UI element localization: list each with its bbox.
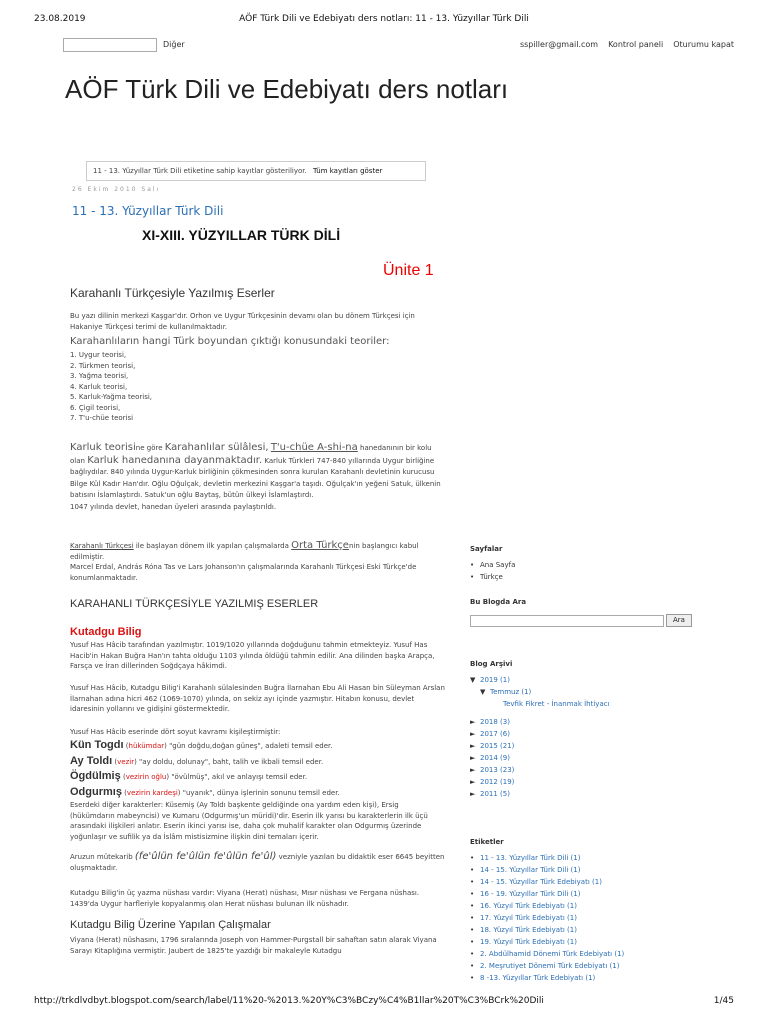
char-role: vezir (117, 757, 135, 766)
section-heading-2: KARAHANLI TÜRKÇESİYLE YAZILMIŞ ESERLER (70, 598, 319, 610)
kutadgu-paragraph-6: Viyana (Herat) nüshasını, 1796 sıralarında Joseph von Hammer-Purgstall bir sahaftan satın alarak Viyana Sarayı Kitaplığına vermiştir. Jaubert de 1825'te yazdığı bir makaleyle Kutadgu (70, 936, 437, 955)
label-item[interactable]: • 16. Yüzyıl Türk Edebiyatı (1) (470, 902, 577, 910)
archive-link[interactable]: Temmuz (1) (490, 688, 532, 696)
print-url: http://trkdlvdbyt.blogspot.com/search/label/11%20-%2013.%20Y%C3%BCzy%C4%B1llar%20T%C3%BCrk%20Dili (34, 996, 544, 1006)
unit-heading: Ünite 1 (383, 262, 434, 279)
text-span: Karluk hanedanına dayanmaktadır. (87, 454, 263, 466)
archive-year[interactable]: ► 2011 (5) (470, 790, 510, 798)
more-link[interactable]: Diğer (163, 40, 185, 49)
kutadgu-paragraph-4: Eserdeki diğer karakterler: Küsemiş (Ay Toldı başkente geldiğinde ona yardım eden kişi), Ersig (hükümdarın mabeyncisi) ve Kumaru (Odgurmış'un müridi)'dir. Eserin ilk yarısı bu karakterlerin ilk üçü arasındaki ilişkileri anlatır. Eserin ikinci yarısı ise, daha çok muhalif karakter olan Odgurmış üzerinde yoğunlaşır ve sufilik ya da İslâm mistisizmine ilişkin dini temaları içerir. (70, 801, 428, 841)
char-desc: "ay doldu, dolunay", baht, talih ve ikbali temsil eder. (136, 757, 324, 766)
char-desc: "uyanık", dünya işlerinin sonunu temsil eder. (180, 788, 340, 797)
archive-month[interactable]: ▼ Temmuz (1) (480, 688, 532, 696)
label-link[interactable]: 19. Yüzyıl Türk Edebiyatı (1) (480, 938, 577, 946)
archive-link[interactable]: 2013 (23) (480, 766, 515, 774)
archive-year[interactable]: ► 2014 (9) (470, 754, 510, 762)
archive-link[interactable]: 2019 (1) (480, 676, 510, 684)
kutadgu-paragraph-3: Yusuf Has Hâcib eserinde dört soyut kavramı kişileştirmiştir: (70, 728, 281, 736)
label-link[interactable]: 14 - 15. Yüzyıllar Türk Dili (1) (480, 866, 581, 874)
sidebar-item-home[interactable]: • Ana Sayfa (470, 561, 516, 569)
list-item: 4. Karluk teorisi, (70, 382, 128, 391)
archive-year[interactable]: ► 2012 (19) (470, 778, 515, 786)
kutadgu-heading: Kutadgu Bilig (70, 626, 142, 638)
list-item: 2. Türkmen teorisi, (70, 361, 136, 370)
labels-title: Etiketler (470, 838, 504, 846)
pages-title: Sayfalar (470, 545, 503, 553)
archive-year[interactable]: ► 2013 (23) (470, 766, 515, 774)
archive-year[interactable]: ► 2015 (21) (470, 742, 515, 750)
list-item: 1. Uygur teorisi, (70, 351, 127, 359)
text-span: nin başlangıcı kabul edilmiştir. (70, 542, 419, 561)
kutadgu-paragraph-5: Kutadgu Bilig'in üç yazma nüshası vardır: Viyana (Herat) nüshası, Mısır nüshası ve Fergana nüshası. 1439'da Uygur harfleriyle kopyalanmış olan Herat nüshası bulunan ilk nüshadır. (70, 889, 420, 908)
karluk-paragraph (70, 442, 445, 513)
archive-link[interactable]: 2017 (6) (480, 730, 510, 738)
archive-title: Blog Arşivi (470, 660, 513, 668)
post-heading: XI-XIII. YÜZYILLAR TÜRK DİLİ (142, 227, 341, 243)
label-item[interactable]: • 16 - 19. Yüzyıllar Türk Dili (1) (470, 890, 581, 898)
text-span: 1047 yılında devlet, hanedan üyeleri arasında paylaştırıldı. (70, 502, 277, 511)
blog-archive (470, 660, 720, 800)
list-item: 5. Karluk-Yağma teorisi, (70, 393, 153, 401)
archive-link[interactable]: 2015 (21) (480, 742, 515, 750)
label-item[interactable]: • 11 - 13. Yüzyıllar Türk Dili (1) (470, 854, 581, 862)
char-name: Odgurmış (70, 785, 122, 798)
text-span: Marcel Erdal, András Róna Tas ve Lars Johanson'ın çalışmalarında Karahanlı Türkçesi Eski Türkçe'de konumlanmaktadır. (70, 563, 417, 582)
tuchue-link[interactable]: T'u-chüe A-shi-na (270, 442, 358, 453)
text-span: Aruzun mütekarib (70, 853, 135, 861)
theories-list (70, 350, 152, 424)
karahanli-link[interactable]: Karahanlı Türkçesi (70, 542, 134, 550)
post-date: 26 Ekim 2010 Salı (72, 186, 161, 193)
text-span: ne göre (135, 444, 165, 452)
text-span: Karluk Türkleri 747-840 yıllarında Uygur birliğine bağlıydılar. 840 yılında Uygur-Karluk birliğinin çökmesinden sonra kurulan Karahanlı devletinin kurucusu Bilge Kül Kadır Han'dır. Oğlu Oğulçak, devletin merkezini Kaşgar'a taşıdı. Oğulçak'ın yeğeni Satuk, ülkenin batısını İslamlaştırdı. Satuk'un oğlu Baytaş, bütün ülkeyi İslamlaştırdı. (70, 456, 441, 499)
label-link[interactable]: 16 - 19. Yüzyıllar Türk Dili (1) (480, 890, 581, 898)
orta-turkce-paragraph (70, 541, 445, 583)
label-notice (86, 161, 426, 181)
list-item: Ögdülmiş (vezirin oğlu) "övülmüş", akıl ve anlayışı temsil eder. (70, 770, 308, 782)
char-role: vezirin kardeşi (126, 788, 178, 797)
archive-link[interactable]: 2014 (9) (480, 754, 510, 762)
sidebar-labels (470, 838, 720, 984)
section-heading: Karahanlı Türkçesiyle Yazılmış Eserler (70, 286, 275, 300)
archive-post[interactable] (470, 698, 720, 710)
char-name: Kün Togdı (70, 739, 124, 751)
list-item: Kün Togdı (hükümdar) "gün doğdu,doğan güneş", adaleti temsil eder. (70, 739, 333, 751)
label-link[interactable]: 2. Meşrutiyet Dönemi Türk Edebiyatı (1) (480, 962, 620, 970)
label-link[interactable]: 14 - 15. Yüzyıllar Türk Edebiyatı (1) (480, 878, 602, 886)
archive-year[interactable]: ► 2017 (6) (470, 730, 510, 738)
archive-link[interactable]: 2011 (5) (480, 790, 510, 798)
print-page-number: 1/45 (713, 996, 734, 1006)
list-item: 3. Yağma teorisi, (70, 372, 129, 380)
label-item[interactable]: • 14 - 15. Yüzyıllar Türk Dili (1) (470, 866, 581, 874)
kutadgu-paragraph-1: Yusuf Has Hâcib tarafından yazılmıştır. 1019/1020 yıllarında doğduğunu tahmin etmekteyiz. Yusuf Has Hacib'in Hakan Buğra Han'ın tahta olduğu 1103 yılında öldüğü tahmin edilir. Ana dilinden başka Arapça, Farsça ve İran dillerinden Soğdçaya hâkimdi. (70, 641, 435, 670)
label-link[interactable]: 2. Abdülhamid Dönemi Türk Edebiyatı (1) (480, 950, 625, 958)
archive-link[interactable]: 2012 (19) (480, 778, 515, 786)
karluk-term: Karluk teorisi (70, 442, 136, 453)
char-role: vezirin oğlu (125, 773, 167, 781)
text-span: ile başlayan dönem ilk yapılan çalışmalarda (133, 542, 292, 550)
char-name: Ögdülmiş (70, 770, 121, 782)
text-span: vezniyle yazılan bu didaktik eser 6645 beyitten oluşmaktadır. (70, 853, 445, 872)
archive-link[interactable]: Tevfik Fikret - İnanmak İhtiyacı (503, 700, 610, 708)
dashboard-link[interactable]: Kontrol paneli (608, 40, 664, 49)
sidebar-pages (470, 545, 720, 583)
label-link[interactable]: 8 -13. Yüzyıllar Türk Edebiyatı (1) (480, 974, 596, 982)
kutadgu-paragraph-2: Yusuf Has Hâcib, Kutadgu Bilig'i Karahanlı sülalesinden Buğra İlarnahan Ebu Ali Hasan bin Süleyman Arslan İlarnahan adına hicri 462 (1069-1070) yılında, on sekiz ayı içinde yazmıştır. Hitabın konusu, devlet idaresinin yollarını ve gidişini göstermektedir. (70, 684, 445, 713)
blogger-navbar (60, 36, 736, 54)
label-item[interactable]: • 18. Yüzyıl Türk Edebiyatı (1) (470, 926, 577, 934)
search-title: Bu Blogda Ara (470, 598, 527, 606)
print-title: AÖF Türk Dili ve Edebiyatı ders notları: 11 - 13. Yüzyıllar Türk Dili (239, 14, 529, 24)
orta-turkce-link[interactable]: Orta Türkçe (291, 540, 349, 551)
list-item: Odgurmış (vezirin kardeşi) "uyanık", dünya işlerinin sonunu temsil eder. (70, 785, 340, 798)
navbar-search-input[interactable] (63, 38, 157, 52)
list-item: Ay Toldı (vezir) "ay doldu, dolunay", baht, talih ve ikbali temsil eder. (70, 754, 324, 767)
text-span: Karahanlılar sülâlesi, (164, 442, 269, 453)
characters-list (70, 738, 445, 800)
char-desc: "övülmüş", akıl ve anlayışı temsil eder. (169, 773, 308, 781)
label-item[interactable]: • 17. Yüzyıl Türk Edebiyatı (1) (470, 914, 577, 922)
sidebar-search (470, 598, 720, 624)
char-name: Ay Toldı (70, 754, 113, 767)
label-item[interactable]: • 2. Abdülhamid Dönemi Türk Edebiyatı (1) (470, 950, 625, 958)
print-date: 23.08.2019 (34, 14, 86, 24)
user-email: sspiller@gmail.com (519, 40, 599, 49)
label-item[interactable]: • 2. Meşrutiyet Dönemi Türk Edebiyatı (1) (470, 962, 620, 970)
char-desc: "gün doğdu,doğan güneş", adaleti temsil eder. (166, 742, 333, 750)
text-span: hanedanının bir kolu olan (70, 444, 432, 465)
archive-link[interactable]: 2018 (3) (480, 718, 510, 726)
label-link[interactable]: 18. Yüzyıl Türk Edebiyatı (1) (480, 926, 577, 934)
label-item[interactable]: • 8 -13. Yüzyıllar Türk Edebiyatı (1) (470, 974, 596, 982)
blog-search-input[interactable] (470, 615, 664, 627)
meter-paragraph (70, 852, 445, 873)
label-item[interactable]: • 19. Yüzyıl Türk Edebiyatı (1) (470, 938, 577, 946)
show-all-link[interactable]: Tüm kayıtları göster (312, 167, 383, 175)
meter-formula: (fe'ûlün fe'ûlün fe'ûlün fe'ûl) (134, 851, 277, 862)
page-link[interactable]: Ana Sayfa (480, 561, 516, 569)
signout-link[interactable]: Oturumu kapat (673, 40, 734, 49)
char-role: hükümdar (128, 742, 165, 750)
label-link[interactable]: 11 - 13. Yüzyıllar Türk Dili (1) (480, 854, 581, 862)
theories-question: Karahanlıların hangi Türk boyundan çıktığı konusundaki teoriler: (70, 336, 390, 347)
notice-text: 11 - 13. Yüzyıllar Türk Dili etiketine sahip kayıtlar gösteriliyor. (93, 167, 307, 175)
page-link[interactable]: Türkçe (480, 573, 503, 581)
sidebar-item-turkce[interactable]: • Türkçe (470, 573, 503, 581)
intro-paragraph: Bu yazı dilinin merkezi Kaşgar'dır. Orhon ve Uygur Türkçesinin devamı olan bu dönem Türkçesi için Hakaniye Türkçesi terimi de kullanılmaktadır. (70, 312, 415, 331)
search-button[interactable]: Ara (666, 614, 692, 627)
list-item: 6. Çigil teorisi, (70, 403, 121, 412)
blog-title[interactable]: AÖF Türk Dili ve Edebiyatı ders notları (65, 74, 509, 104)
label-item[interactable]: • 14 - 15. Yüzyıllar Türk Edebiyatı (1) (470, 878, 602, 886)
label-link[interactable]: 17. Yüzyıl Türk Edebiyatı (1) (480, 914, 577, 922)
archive-year-expanded[interactable]: ▼ 2019 (1) (470, 676, 510, 684)
section-heading-3: Kutadgu Bilig Üzerine Yapılan Çalışmalar (70, 919, 271, 931)
archive-year[interactable]: ► 2018 (3) (470, 718, 510, 726)
label-link[interactable]: 16. Yüzyıl Türk Edebiyatı (1) (480, 902, 577, 910)
list-item: 7. T'u-chüe teorisi (70, 414, 134, 422)
post-title[interactable]: 11 - 13. Yüzyıllar Türk Dili (72, 204, 224, 218)
